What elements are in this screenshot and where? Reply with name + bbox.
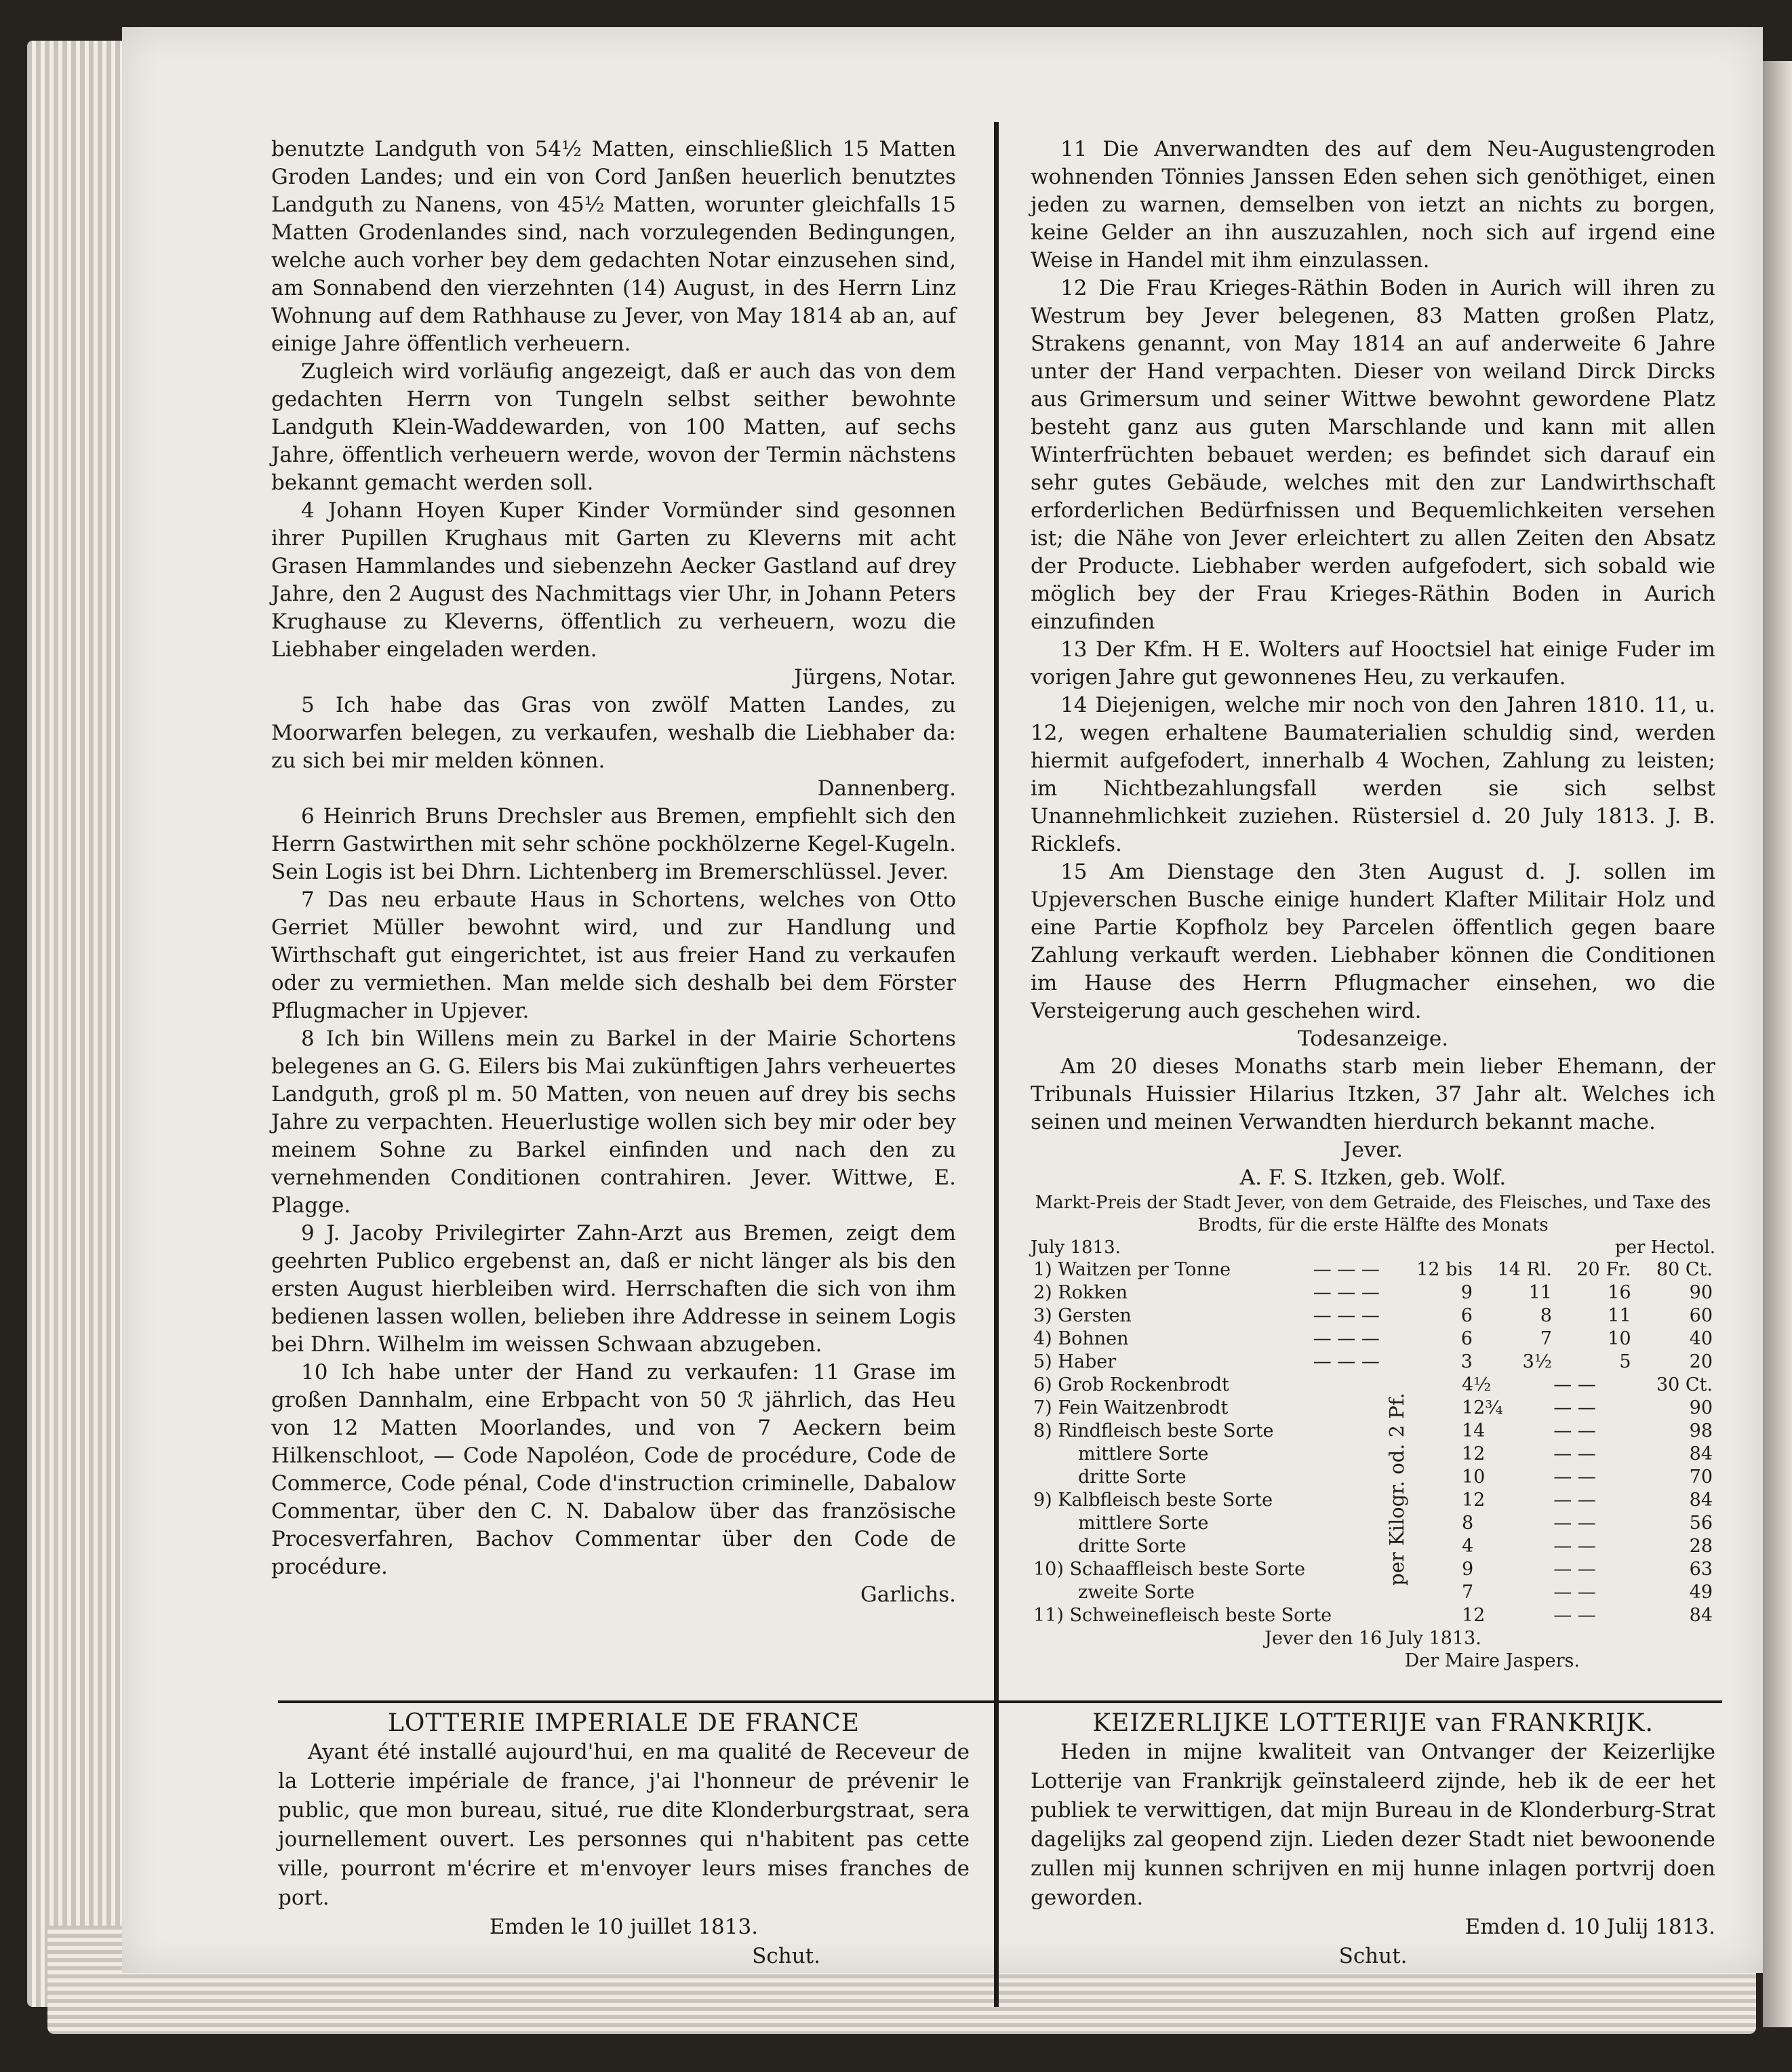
meat-stuiver: 10 — [1462, 1467, 1486, 1488]
death-notice-signature: A. F. S. Itzken, geb. Wolf. — [1239, 1166, 1507, 1190]
meat-dash: — — — [1553, 1513, 1596, 1534]
market-price-table — [1031, 1192, 1715, 1672]
death-notice-place: Jever. — [1343, 1138, 1403, 1162]
dash: — — — — [1313, 1259, 1380, 1280]
meat-item: mittlere Sorte — [1078, 1513, 1209, 1534]
meat-stuiver: 8 — [1462, 1513, 1474, 1534]
meat-row — [1031, 1420, 1715, 1443]
meat-dash: — — — [1553, 1374, 1596, 1395]
grain-item: 3) Gersten — [1033, 1305, 1132, 1326]
meat-section — [1031, 1374, 1715, 1627]
meat-cents: 84 — [1689, 1605, 1713, 1626]
dash: — — — — [1313, 1328, 1380, 1349]
notice-10: 10 Ich habe unter der Hand zu verkaufen: 11 Grase im großen Dannhalm, eine Erbpacht von 50 ℛ jährlich, das Heu von 12 Matten Moorlandes, und von 7 Aeckern beim Hilkenschloot, — Code Napoléon, Code de procédure, Code de Commerce, Code pénal, Code d'instruction criminelle, Dabalow Commentar, über den C. N. Dabalow über das französische Procesverfahren, Bachov Commentar über den Code de procédure. — [271, 1360, 956, 1579]
right-column — [1031, 136, 1715, 1672]
meat-cents: 30 Ct. — [1656, 1374, 1713, 1395]
grain-francs: 16 — [1608, 1282, 1631, 1303]
notice-10-signature: Garlichs. — [860, 1582, 956, 1607]
grain-cents: 20 — [1689, 1351, 1713, 1372]
meat-cents: 84 — [1689, 1490, 1713, 1511]
grain-item: 5) Haber — [1033, 1351, 1117, 1372]
grain-row — [1031, 1258, 1715, 1281]
market-month: July 1813. — [1031, 1237, 1121, 1258]
grain-francs: 20 Fr. — [1576, 1259, 1631, 1280]
grain-price-to: 3½ — [1522, 1351, 1552, 1372]
meat-cents: 28 — [1689, 1536, 1713, 1557]
notice-9: 9 J. Jacoby Privilegirter Zahn-Arzt aus Bremen, zeigt dem geehrten Publico ergebenst an, daß er nicht länger als bis den ersten August hierbleiben wird. Herrschaften die sich von ihm bedienen lassen wollen, belieben ihre Addresse in seinem Logis bei Dhrn. Wilhelm im weissen Schwaan abzugeben. — [271, 1221, 956, 1357]
meat-row — [1031, 1466, 1715, 1489]
meat-dash: — — — [1553, 1559, 1596, 1580]
notice-4: 4 Johann Hoyen Kuper Kinder Vormünder sind gesonnen ihrer Pupillen Krughaus mit Garten zu Kleverns mit acht Grasen Hammlandes und siebenzehn Aecker Gastland auf drey Jahre, den 2 August des Nachmittags vier Uhr, in Johann Peters Krughause zu Kleverns, öffentlich zu verheuern, wozu die Liebhaber eingeladen werden. — [271, 498, 956, 662]
meat-item: 8) Rindfleisch beste Sorte — [1033, 1420, 1274, 1441]
notice-11: 11 Die Anverwandten des auf dem Neu-Augustengroden wohnenden Tönnies Janssen Eden sehen sich genöthiget, einen jeden zu warnen, demselben von ietzt an nichts zu borgen, keine Gelder an ihn auszuzahlen, noch sich auf irgend eine Weise in Handel mit ihm einzulassen. — [1031, 137, 1715, 273]
meat-stuiver: 12 — [1462, 1490, 1486, 1511]
meat-row — [1031, 1397, 1715, 1420]
left-column — [271, 136, 956, 1609]
notice-15: 15 Am Dienstage den 3ten August d. J. sollen im Upjeverschen Busche einige hundert Klafter Militair Holz und eine Partie Kopfholz bey Parcelen öffentlich gegen baare Zahlung verkauft werden. Liebhaber können die Conditionen im Hause des Herrn Pflugmacher einsehen, wo die Versteigerung auch geschehen wird. — [1031, 860, 1715, 1023]
grain-cents: 40 — [1689, 1328, 1713, 1349]
market-title: Markt-Preis der Stadt Jever, von dem Getraide, des Fleisches, und Taxe des Brodts, für die erste Hälfte des Monats — [1035, 1193, 1711, 1235]
meat-row — [1031, 1604, 1715, 1627]
meat-table — [1031, 1374, 1715, 1627]
notice-14: 14 Diejenigen, welche mir noch von den Jahren 1810. 11, u. 12, wegen erhaltene Baumaterialien schuldig sind, werden hiermit aufgefodert, innerhalb 4 Wochen, Zahlung zu leisten; im Nichtbezahlungsfall werden sie sich selbst Unannehmlichkeit zuziehen. Rüstersiel d. 20 July 1813. J. B. Ricklefs. — [1031, 693, 1715, 856]
column-divider — [994, 122, 999, 2007]
meat-stuiver: 9 — [1462, 1559, 1474, 1580]
notice-12: 12 Die Frau Krieges-Räthin Boden in Aurich will ihren zu Westrum bey Jever belegenen, 83 Matten großen Platz, Strakens genannt, von May 1814 an auf anderweite 6 Jahre unter der Hand verpachten. Dieser von weiland Dirck Dircks aus Grimersum und seiner Wittwe bewohnt gewordene Platz besteht ganz aus guten Marschlande und kann mit allen Winterfrüchten bebauet werden; es befindet sich darauf ein sehr gutes Gebäude, welches mit den zur Landwirthschaft erforderlichen Bedürfnissen und Bequemlichkeiten versehen ist; die Nähe von Jever erleichtert zu allen Zeiten den Absatz der Producte. Liebhaber werden aufgefodert, sich sobald wie möglich bey der Frau Krieges-Räthin Boden in Aurich einzufinden — [1031, 276, 1715, 634]
meat-dash: — — — [1553, 1397, 1596, 1418]
market-signature: Der Maire Jaspers. — [1404, 1650, 1580, 1671]
market-unit: per Hectol. — [1614, 1237, 1715, 1258]
grain-row — [1031, 1351, 1715, 1374]
notice-7: 7 Das neu erbaute Haus in Schortens, welches von Otto Gerriet Müller bewohnt wird, und zur Handlung und Wirthschaft gut eingerichtet, ist aus freier Hand zu verkaufen oder zu vermiethen. Man melde sich deshalb bei dem Förster Pflugmacher in Upjever. — [271, 888, 956, 1023]
grain-item: 2) Rokken — [1033, 1282, 1128, 1303]
notice-addendum: Zugleich wird vorläufig angezeigt, daß er auch das von dem gedachten Herrn von Tungeln selbst seither bewohnte Landguth Klein-Waddewarden, von 100 Matten, auf sechs Jahre, öffentlich verheuern werde, wovon der Termin nächstens bekannt gemacht werden soll. — [271, 359, 956, 495]
lottery-fr-text: Ayant été installé aujourd'hui, en ma qualité de Receveur de la Lotterie impériale de france, j'ai l'honneur de prévenir le public, que mon bureau, situé, rue dite Klonderburgstraat, sera journellement ouvert. Les personnes qui n'habitent pas cette ville, pourront m'écrire et m'envoyer leurs mises franches de port. — [278, 1740, 970, 1910]
meat-item: 7) Fein Waitzenbrodt — [1033, 1397, 1229, 1418]
meat-dash: — — — [1553, 1536, 1596, 1557]
dash: — — — — [1313, 1351, 1380, 1372]
lottery-nl-text: Heden in mijne kwaliteit van Ontvanger der Keizerlijke Lotterije van Frankrijk geïnstaleerd zijnde, heb ik de eer het publiek te verwittigen, dat mijn Bureau in de Klonderburg-Strat dagelijks zal geopend zijn. Lieden dezer Stadt niet bewoonende zullen mij kunnen schrijven en mij hunne inlagen portvrij doen geworden. — [1031, 1740, 1715, 1910]
grain-francs: 11 — [1608, 1305, 1631, 1326]
grain-price-to: 14 Rl. — [1497, 1259, 1552, 1280]
grain-item: 4) Bohnen — [1033, 1328, 1129, 1349]
meat-row — [1031, 1489, 1715, 1512]
meat-row — [1031, 1512, 1715, 1535]
lottery-nl-heading: KEIZERLIJKE LOTTERIJE van FRANKRIJK. — [1092, 1709, 1654, 1737]
notice-5: 5 Ich habe das Gras von zwölf Matten Landes, zu Moorwarfen belegen, zu verkaufen, weshalb die Liebhaber da: zu sich bei mir melden können. — [271, 693, 956, 773]
grain-cents: 90 — [1689, 1282, 1713, 1303]
dash: — — — — [1313, 1305, 1380, 1326]
grain-price-to: 8 — [1540, 1305, 1552, 1326]
grain-price-from: 3 — [1460, 1351, 1473, 1372]
death-notice-text: Am 20 dieses Monaths starb mein lieber Ehemann, der Tribunals Huissier Hilarius Itzken, 37 Jahr alt. Welches ich seinen und meinen Verwandten hierdurch bekannt mache. — [1031, 1054, 1715, 1134]
lottery-fr-heading: LOTTERIE IMPERIALE DE FRANCE — [388, 1709, 860, 1737]
meat-cents: 70 — [1689, 1467, 1713, 1488]
meat-item: 10) Schaaffleisch beste Sorte — [1033, 1559, 1306, 1580]
meat-dash: — — — [1553, 1420, 1596, 1441]
grain-item: 1) Waitzen per Tonne — [1033, 1259, 1231, 1280]
meat-dash: — — — [1553, 1490, 1596, 1511]
grain-price-from: 12 bis — [1416, 1259, 1473, 1280]
grain-row — [1031, 1328, 1715, 1351]
grain-price-from: 6 — [1460, 1328, 1473, 1349]
meat-row — [1031, 1558, 1715, 1581]
meat-dash: — — — [1553, 1467, 1596, 1488]
dash: — — — — [1313, 1282, 1380, 1303]
notice-4-signature: Jürgens, Notar. — [794, 665, 956, 690]
lottery-fr-date: Emden le 10 juillet 1813. — [489, 1915, 759, 1939]
meat-gap — [1399, 1604, 1459, 1627]
grain-francs: 10 — [1608, 1328, 1631, 1349]
meat-dash: — — — [1553, 1443, 1596, 1465]
market-date: Jever den 16 July 1813. — [1265, 1628, 1481, 1649]
page-stack-edge — [27, 41, 136, 2007]
grain-table — [1031, 1258, 1715, 1374]
meat-item: dritte Sorte — [1078, 1536, 1187, 1557]
meat-dash: — — — [1553, 1582, 1596, 1603]
lottery-french — [278, 1709, 970, 1971]
meat-item: 9) Kalbfleisch beste Sorte — [1033, 1490, 1273, 1511]
meat-cents: 63 — [1689, 1559, 1713, 1580]
grain-cents: 80 Ct. — [1656, 1259, 1713, 1280]
grain-price-from: 9 — [1460, 1282, 1473, 1303]
notice-continuation: benutzte Landguth von 54½ Matten, einschließlich 15 Matten Groden Landes; und ein von Cord Janßen heuerlich benutztes Landguth zu Nanens, von 45½ Matten, worunter gleichfalls 15 Matten Grodenlandes sind, nach vorzulegenden Bedingungen, welche auch vorher bey dem gedachten Notar einzusehen sind, am Sonnabend den vierzehnten (14) August, in des Herrn Linz Wohnung auf dem Rathhause zu Jever, von May 1814 ab an, auf einige Jahre öffentlich verheuern. — [271, 137, 956, 356]
notice-13: 13 Der Kfm. H E. Wolters auf Hooctsiel hat einige Fuder im vorigen Jahre gut gewonnenes Heu, zu verkaufen. — [1031, 637, 1715, 690]
meat-item: mittlere Sorte — [1078, 1443, 1209, 1465]
facing-page-edge — [1763, 61, 1792, 2027]
meat-item: 6) Grob Rockenbrodt — [1033, 1374, 1229, 1395]
meat-stuiver: 4½ — [1462, 1374, 1492, 1395]
meat-item: zweite Sorte — [1078, 1582, 1195, 1603]
meat-stuiver: 12 — [1462, 1443, 1486, 1465]
meat-cents: 49 — [1689, 1582, 1713, 1603]
grain-francs: 5 — [1619, 1351, 1631, 1372]
grain-price-to: 11 — [1528, 1282, 1552, 1303]
meat-stuiver: 14 — [1462, 1420, 1486, 1441]
grain-row — [1031, 1304, 1715, 1328]
lottery-divider — [278, 1700, 1722, 1703]
grain-cents: 60 — [1689, 1305, 1713, 1326]
meat-stuiver: 12 — [1462, 1605, 1486, 1626]
meat-cents: 84 — [1689, 1443, 1713, 1465]
meat-cents: 98 — [1689, 1420, 1713, 1441]
meat-unit-label: per Kilogr. od. 2 Pf. — [1385, 1392, 1408, 1586]
notice-8: 8 Ich bin Willens mein zu Barkel in der Mairie Schortens belegenes an G. G. Eilers bis Mai zukünftigen Jahrs verheuertes Landguth, groß pl m. 50 Matten, von neuen auf drey bis sechs Jahre zu verpachten. Heuerlustige wollen sich bey mir oder bey meinem Sohne zu Barkel einfinden und nach den zu vernehmenden Conditionen contrahiren. Jever. Wittwe, E. Plagge. — [271, 1027, 956, 1218]
meat-row — [1031, 1535, 1715, 1558]
meat-stuiver: 4 — [1462, 1536, 1474, 1557]
lottery-nl-date: Emden d. 10 Julij 1813. — [1465, 1915, 1715, 1939]
notice-6: 6 Heinrich Bruns Drechsler aus Bremen, empfiehlt sich den Herrn Gastwirthen mit sehr schöne pockhölzerne Kegel-Kugeln. Sein Logis ist bei Dhrn. Lichtenberg im Bremerschlüssel. Jever. — [271, 804, 956, 884]
meat-cents: 56 — [1689, 1513, 1713, 1534]
grain-row — [1031, 1281, 1715, 1304]
meat-row — [1031, 1581, 1715, 1604]
meat-item: dritte Sorte — [1078, 1467, 1187, 1488]
death-notice-heading: Todesanzeige. — [1297, 1027, 1449, 1051]
lottery-fr-signature: Schut. — [752, 1944, 820, 1968]
meat-stuiver: 7 — [1462, 1582, 1474, 1603]
notice-5-signature: Dannenberg. — [817, 776, 956, 801]
lottery-nl-signature: Schut. — [1338, 1944, 1408, 1968]
meat-cents: 90 — [1689, 1397, 1713, 1418]
meat-dash: — — — [1553, 1605, 1596, 1626]
meat-item: 11) Schweinefleisch beste Sorte — [1033, 1605, 1332, 1626]
meat-stuiver: 12¾ — [1462, 1397, 1503, 1418]
grain-price-to: 7 — [1540, 1328, 1552, 1349]
grain-price-from: 6 — [1460, 1305, 1473, 1326]
meat-row — [1031, 1443, 1715, 1466]
lottery-dutch — [1031, 1709, 1715, 1971]
meat-row — [1031, 1374, 1715, 1397]
